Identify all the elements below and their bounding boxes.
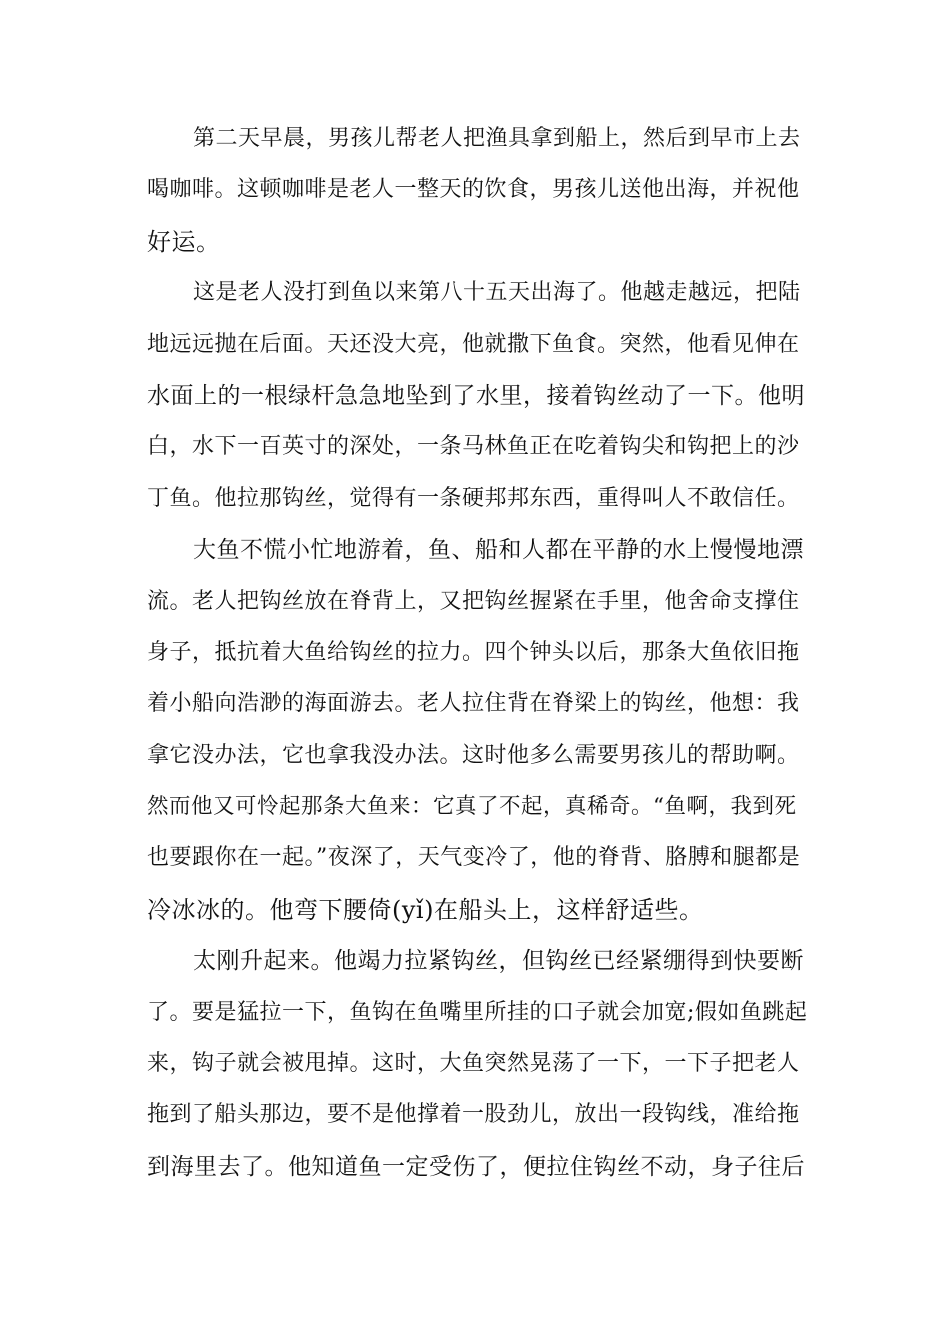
- paragraph-3-line-4: 着小船向浩渺的海面游去。老人拉住背在脊梁上的钩丝，他想：我: [147, 691, 800, 717]
- paragraph-1-line-1: 第二天早晨，男孩儿帮老人把渔具拿到船上，然后到早市上去: [193, 126, 801, 151]
- paragraph-2-line-2: 地远远抛在后面。天还没大亮，他就撒下鱼食。突然，他看见伸在: [147, 331, 800, 357]
- paragraph-1-line-3: 好运。: [147, 227, 221, 256]
- paragraph-2-line-3: 水面上的一根绿杆急急地坠到了水里，接着钩丝动了一下。他明: [147, 382, 805, 409]
- paragraph-3-line-7: 也要跟你在一起。”夜深了，天气变冷了，他的脊背、胳膊和腿都是: [147, 845, 801, 871]
- paragraph-3-line-8: 冷冰冰的。他弯下腰倚(yǐ)在船头上，这样舒适些。: [147, 895, 704, 924]
- paragraph-1-line-2: 喝咖啡。这顿咖啡是老人一整天的饮食，男孩儿送他出海，并祝他: [147, 177, 800, 203]
- paragraph-3-line-6: 然而他又可怜起那条大鱼来：它真了不起，真稀奇。“鱼啊，我到死: [147, 794, 797, 820]
- paragraph-4-line-1: 太刚升起来。他竭力拉紧钩丝，但钩丝已经紧绷得到快要断: [193, 948, 804, 975]
- paragraph-2-line-4: 白，水下一百英寸的深处，一条马林鱼正在吃着钩尖和钩把上的沙: [147, 434, 800, 460]
- paragraph-3-line-2: 流。老人把钩丝放在脊背上，又把钩丝握紧在手里，他舍命支撑住: [147, 588, 800, 614]
- paragraph-4-line-3: 来，钩子就会被甩掉。这时，大鱼突然晃荡了一下，一下子把老人: [147, 1051, 800, 1077]
- paragraph-4-line-4: 拖到了船头那边，要不是他撑着一股劲儿，放出一段钩线，准给拖: [147, 1102, 800, 1128]
- paragraph-4-line-5: 到海里去了。他知道鱼一定受伤了，便拉住钩丝不动，身子往后: [147, 1153, 805, 1180]
- paragraph-3-line-1: 大鱼不慌小忙地游着，鱼、船和人都在平静的水上慢慢地漂: [193, 537, 804, 564]
- story-text: [147, 117, 807, 1196]
- paragraph-3-line-3: 身子，抵抗着大鱼给钩丝的拉力。四个钟头以后，那条大鱼依旧拖: [147, 639, 800, 665]
- paragraph-2-line-5: 丁鱼。他拉那钩丝，觉得有一条硬邦邦东西，重得叫人不敢信任。: [147, 485, 800, 511]
- paragraph-3-line-5: 拿它没办法，它也拿我没办法。这时他多么需要男孩儿的帮助啊。: [147, 742, 800, 768]
- paragraph-4-line-2: 了。要是猛拉一下，鱼钩在鱼嘴里所挂的口子就会加宽;假如鱼跳起: [147, 999, 808, 1025]
- paragraph-2-line-1: 这是老人没打到鱼以来第八十五天出海了。他越走越远，把陆: [193, 280, 801, 306]
